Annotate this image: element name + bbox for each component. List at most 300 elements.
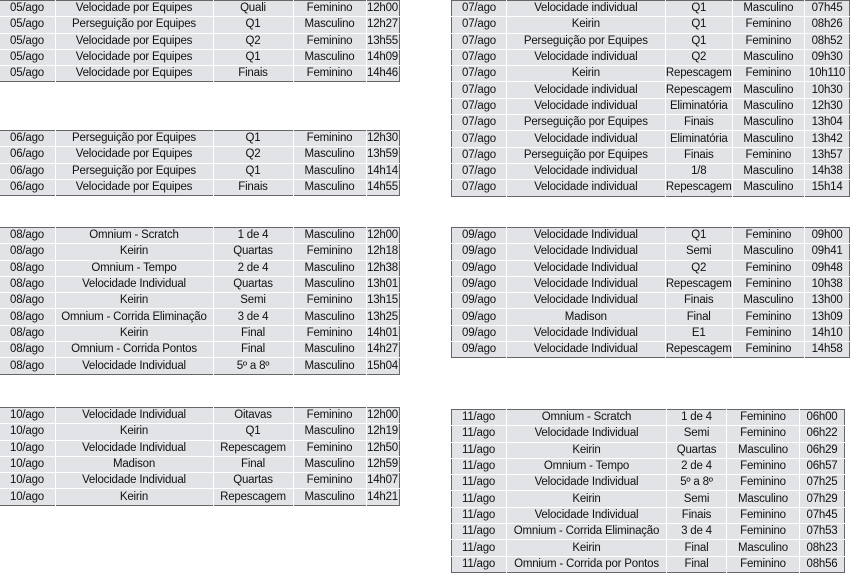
time-cell: 12h00 bbox=[366, 1, 399, 17]
gender-cell: Masculino bbox=[727, 442, 800, 458]
event-cell: Velocidade Individual bbox=[506, 244, 665, 260]
table-row bbox=[0, 325, 399, 341]
time-cell: 14h14 bbox=[366, 163, 399, 179]
gender-cell: Feminino bbox=[293, 1, 366, 17]
table-row bbox=[452, 66, 850, 82]
date-cell: 08/ago bbox=[0, 358, 55, 374]
time-cell: 13h04 bbox=[805, 115, 850, 131]
date-cell: 06/ago bbox=[0, 131, 55, 147]
gender-cell: Feminino bbox=[727, 507, 800, 523]
time-cell: 12h00 bbox=[366, 408, 399, 424]
phase-cell: Repescagem bbox=[665, 276, 732, 292]
event-cell: Omnium - Corrida Eliminação bbox=[55, 309, 213, 325]
time-cell: 07h25 bbox=[800, 475, 845, 491]
schedule-block-07-ago bbox=[451, 0, 850, 197]
gender-cell: Masculino bbox=[732, 163, 804, 179]
event-cell: Perseguição por Equipes bbox=[55, 17, 213, 33]
table-row bbox=[452, 276, 850, 292]
event-cell: Velocidade por Equipes bbox=[55, 49, 213, 65]
time-cell: 13h00 bbox=[805, 293, 850, 309]
gender-cell: Feminino bbox=[293, 244, 366, 260]
date-cell: 09/ago bbox=[452, 276, 507, 292]
event-cell: Omnium - Corrida Eliminação bbox=[507, 524, 667, 540]
gender-cell: Feminino bbox=[727, 524, 800, 540]
table-row bbox=[452, 293, 850, 309]
time-cell: 14h10 bbox=[805, 325, 850, 341]
schedule-block-05-ago bbox=[0, 0, 400, 82]
event-cell: Perseguição por Equipes bbox=[506, 147, 665, 163]
phase-cell: 2 de 4 bbox=[213, 260, 293, 276]
time-cell: 14h55 bbox=[366, 179, 399, 195]
event-cell: Velocidade individual bbox=[506, 180, 665, 196]
time-cell: 13h42 bbox=[805, 131, 850, 147]
table-row bbox=[0, 489, 399, 505]
table-row bbox=[452, 325, 850, 341]
gender-cell: Feminino bbox=[732, 342, 805, 358]
phase-cell: Finais bbox=[213, 66, 293, 82]
time-cell: 12h30 bbox=[366, 131, 399, 147]
event-cell: Omnium - Tempo bbox=[507, 458, 667, 474]
date-cell: 09/ago bbox=[452, 228, 507, 244]
date-cell: 06/ago bbox=[0, 163, 55, 179]
event-cell: Velocidade por Equipes bbox=[55, 66, 213, 82]
date-cell: 10/ago bbox=[0, 489, 55, 505]
table-row bbox=[0, 244, 399, 260]
table-row bbox=[452, 115, 850, 131]
gender-cell: Masculino bbox=[293, 342, 366, 358]
table-row bbox=[452, 82, 850, 98]
table-row bbox=[0, 260, 399, 276]
time-cell: 07h45 bbox=[800, 507, 845, 523]
phase-cell: Q2 bbox=[213, 147, 293, 163]
date-cell: 08/ago bbox=[0, 293, 55, 309]
date-cell: 09/ago bbox=[452, 342, 507, 358]
date-cell: 07/ago bbox=[452, 17, 507, 33]
table-row bbox=[0, 408, 399, 424]
table-row bbox=[452, 17, 850, 33]
event-cell: Velocidade Individual bbox=[55, 408, 213, 424]
time-cell: 14h21 bbox=[366, 489, 399, 505]
gender-cell: Feminino bbox=[293, 66, 366, 82]
date-cell: 11/ago bbox=[452, 426, 507, 442]
event-cell: Keirin bbox=[55, 325, 213, 341]
time-cell: 08h23 bbox=[800, 540, 845, 556]
table-row bbox=[452, 540, 845, 556]
table-row bbox=[452, 475, 845, 491]
gender-cell: Feminino bbox=[732, 66, 804, 82]
phase-cell: Final bbox=[213, 342, 293, 358]
gender-cell: Masculino bbox=[732, 293, 805, 309]
date-cell: 07/ago bbox=[452, 98, 507, 114]
phase-cell: Eliminatória bbox=[665, 98, 732, 114]
table-row bbox=[0, 440, 399, 456]
gender-cell: Feminino bbox=[732, 325, 805, 341]
gender-cell: Masculino bbox=[732, 115, 804, 131]
event-cell: Omnium - Tempo bbox=[55, 260, 213, 276]
table-row bbox=[0, 66, 399, 82]
table-row bbox=[452, 228, 850, 244]
table-row bbox=[452, 1, 850, 17]
event-cell: Velocidade individual bbox=[506, 82, 665, 98]
schedule-block-11-ago bbox=[451, 409, 845, 573]
date-cell: 07/ago bbox=[452, 180, 507, 196]
date-cell: 11/ago bbox=[452, 475, 507, 491]
phase-cell: Repescagem bbox=[213, 489, 293, 505]
gender-cell: Masculino bbox=[293, 147, 366, 163]
time-cell: 07h45 bbox=[805, 1, 850, 17]
gender-cell: Feminino bbox=[293, 473, 366, 489]
table-row bbox=[0, 147, 399, 163]
schedule-block-10-ago bbox=[0, 407, 400, 506]
time-cell: 08h26 bbox=[805, 17, 850, 33]
date-cell: 10/ago bbox=[0, 408, 55, 424]
time-cell: 10h110 bbox=[805, 66, 850, 82]
gender-cell: Feminino bbox=[293, 33, 366, 49]
phase-cell: Q1 bbox=[665, 33, 732, 49]
date-cell: 07/ago bbox=[452, 163, 507, 179]
date-cell: 05/ago bbox=[0, 33, 55, 49]
event-cell: Omnium - Corrida Pontos bbox=[55, 342, 213, 358]
gender-cell: Feminino bbox=[732, 17, 804, 33]
event-cell: Velocidade Individual bbox=[506, 325, 665, 341]
phase-cell: 2 de 4 bbox=[667, 458, 727, 474]
table-row bbox=[452, 410, 845, 426]
event-cell: Keirin bbox=[55, 244, 213, 260]
table-row bbox=[452, 507, 845, 523]
phase-cell: Q1 bbox=[213, 17, 293, 33]
date-cell: 08/ago bbox=[0, 260, 55, 276]
table-row bbox=[452, 426, 845, 442]
date-cell: 07/ago bbox=[452, 1, 507, 17]
table-row bbox=[0, 309, 399, 325]
time-cell: 12h59 bbox=[366, 456, 399, 472]
event-cell: Keirin bbox=[507, 442, 667, 458]
phase-cell: Quartas bbox=[213, 276, 293, 292]
phase-cell: Q2 bbox=[665, 260, 732, 276]
date-cell: 07/ago bbox=[452, 115, 507, 131]
table-row bbox=[0, 163, 399, 179]
event-cell: Velocidade individual bbox=[506, 1, 665, 17]
event-cell: Omnium - Corrida por Pontos bbox=[507, 556, 667, 572]
event-cell: Omnium - Scratch bbox=[55, 228, 213, 244]
gender-cell: Feminino bbox=[727, 475, 800, 491]
phase-cell: Repescagem bbox=[665, 180, 732, 196]
time-cell: 14h46 bbox=[366, 66, 399, 82]
phase-cell: 5º a 8º bbox=[213, 358, 293, 374]
phase-cell: Q1 bbox=[665, 1, 732, 17]
date-cell: 08/ago bbox=[0, 325, 55, 341]
gender-cell: Masculino bbox=[732, 1, 804, 17]
phase-cell: Quartas bbox=[213, 473, 293, 489]
gender-cell: Feminino bbox=[293, 408, 366, 424]
time-cell: 10h38 bbox=[805, 276, 850, 292]
time-cell: 13h15 bbox=[366, 293, 399, 309]
table-row bbox=[0, 473, 399, 489]
table-row bbox=[0, 17, 399, 33]
event-cell: Perseguição por Equipes bbox=[55, 131, 213, 147]
time-cell: 06h00 bbox=[800, 410, 845, 426]
gender-cell: Feminino bbox=[727, 410, 800, 426]
date-cell: 11/ago bbox=[452, 540, 507, 556]
event-cell: Velocidade por Equipes bbox=[55, 1, 213, 17]
date-cell: 07/ago bbox=[452, 66, 507, 82]
time-cell: 08h56 bbox=[800, 556, 845, 572]
time-cell: 12h00 bbox=[366, 228, 399, 244]
table-row bbox=[452, 163, 850, 179]
gender-cell: Masculino bbox=[293, 276, 366, 292]
phase-cell: Semi bbox=[667, 426, 727, 442]
time-cell: 14h07 bbox=[366, 473, 399, 489]
date-cell: 07/ago bbox=[452, 131, 507, 147]
time-cell: 14h38 bbox=[805, 163, 850, 179]
event-cell: Velocidade Individual bbox=[55, 440, 213, 456]
event-cell: Velocidade Individual bbox=[507, 507, 667, 523]
event-cell: Keirin bbox=[55, 489, 213, 505]
gender-cell: Feminino bbox=[732, 260, 805, 276]
phase-cell: Oitavas bbox=[213, 408, 293, 424]
phase-cell: 1 de 4 bbox=[667, 410, 727, 426]
date-cell: 06/ago bbox=[0, 179, 55, 195]
event-cell: Velocidade Individual bbox=[506, 293, 665, 309]
event-cell: Velocidade por Equipes bbox=[55, 33, 213, 49]
date-cell: 11/ago bbox=[452, 524, 507, 540]
date-cell: 06/ago bbox=[0, 147, 55, 163]
gender-cell: Feminino bbox=[732, 309, 805, 325]
time-cell: 09h41 bbox=[805, 244, 850, 260]
event-cell: Omnium - Scratch bbox=[507, 410, 667, 426]
date-cell: 09/ago bbox=[452, 309, 507, 325]
event-cell: Perseguição por Equipes bbox=[506, 115, 665, 131]
date-cell: 07/ago bbox=[452, 33, 507, 49]
date-cell: 07/ago bbox=[452, 147, 507, 163]
phase-cell: Repescagem bbox=[213, 440, 293, 456]
date-cell: 05/ago bbox=[0, 17, 55, 33]
gender-cell: Masculino bbox=[727, 540, 800, 556]
phase-cell: Repescagem bbox=[665, 82, 732, 98]
phase-cell: Finais bbox=[667, 507, 727, 523]
time-cell: 12h38 bbox=[366, 260, 399, 276]
table-row bbox=[452, 33, 850, 49]
phase-cell: Repescagem bbox=[665, 342, 732, 358]
date-cell: 10/ago bbox=[0, 424, 55, 440]
date-cell: 11/ago bbox=[452, 442, 507, 458]
phase-cell: Quali bbox=[213, 1, 293, 17]
table-row bbox=[452, 180, 850, 196]
phase-cell: Final bbox=[667, 540, 727, 556]
table-row bbox=[0, 49, 399, 65]
phase-cell: Semi bbox=[665, 244, 732, 260]
time-cell: 09h48 bbox=[805, 260, 850, 276]
date-cell: 09/ago bbox=[452, 293, 507, 309]
phase-cell: Final bbox=[665, 309, 732, 325]
gender-cell: Masculino bbox=[293, 456, 366, 472]
date-cell: 07/ago bbox=[452, 49, 507, 65]
phase-cell: Q2 bbox=[665, 49, 732, 65]
gender-cell: Feminino bbox=[727, 458, 800, 474]
date-cell: 10/ago bbox=[0, 473, 55, 489]
time-cell: 09h00 bbox=[805, 228, 850, 244]
event-cell: Keirin bbox=[506, 66, 665, 82]
phase-cell: Q1 bbox=[213, 424, 293, 440]
phase-cell: Q1 bbox=[213, 131, 293, 147]
phase-cell: Final bbox=[667, 556, 727, 572]
phase-cell: Q1 bbox=[213, 163, 293, 179]
gender-cell: Masculino bbox=[732, 49, 804, 65]
time-cell: 08h52 bbox=[805, 33, 850, 49]
gender-cell: Feminino bbox=[293, 440, 366, 456]
table-row bbox=[452, 147, 850, 163]
table-row bbox=[0, 33, 399, 49]
table-row bbox=[452, 524, 845, 540]
event-cell: Keirin bbox=[506, 17, 665, 33]
date-cell: 09/ago bbox=[452, 244, 507, 260]
phase-cell: 3 de 4 bbox=[213, 309, 293, 325]
phase-cell: Q1 bbox=[665, 17, 732, 33]
gender-cell: Masculino bbox=[293, 179, 366, 195]
gender-cell: Masculino bbox=[293, 424, 366, 440]
table-row bbox=[0, 424, 399, 440]
time-cell: 12h27 bbox=[366, 17, 399, 33]
date-cell: 09/ago bbox=[452, 260, 507, 276]
table-row bbox=[0, 179, 399, 195]
phase-cell: 1 de 4 bbox=[213, 228, 293, 244]
event-cell: Perseguição por Equipes bbox=[55, 163, 213, 179]
phase-cell: E1 bbox=[665, 325, 732, 341]
date-cell: 11/ago bbox=[452, 491, 507, 507]
event-cell: Keirin bbox=[55, 424, 213, 440]
gender-cell: Masculino bbox=[727, 491, 800, 507]
event-cell: Velocidade Individual bbox=[506, 260, 665, 276]
table-row bbox=[452, 244, 850, 260]
phase-cell: Q1 bbox=[213, 49, 293, 65]
date-cell: 08/ago bbox=[0, 276, 55, 292]
gender-cell: Feminino bbox=[727, 556, 800, 572]
event-cell: Velocidade individual bbox=[506, 163, 665, 179]
table-row bbox=[0, 293, 399, 309]
gender-cell: Feminino bbox=[293, 325, 366, 341]
table-row bbox=[452, 98, 850, 114]
event-cell: Velocidade Individual bbox=[55, 276, 213, 292]
date-cell: 07/ago bbox=[452, 82, 507, 98]
time-cell: 12h18 bbox=[366, 244, 399, 260]
time-cell: 12h50 bbox=[366, 440, 399, 456]
gender-cell: Feminino bbox=[732, 33, 804, 49]
event-cell: Velocidade Individual bbox=[507, 426, 667, 442]
table-row bbox=[452, 131, 850, 147]
gender-cell: Feminino bbox=[293, 131, 366, 147]
table-row bbox=[452, 556, 845, 572]
gender-cell: Masculino bbox=[732, 244, 805, 260]
event-cell: Velocidade Individual bbox=[507, 475, 667, 491]
date-cell: 08/ago bbox=[0, 228, 55, 244]
time-cell: 14h09 bbox=[366, 49, 399, 65]
event-cell: Keirin bbox=[507, 491, 667, 507]
time-cell: 15h14 bbox=[805, 180, 850, 196]
phase-cell: Semi bbox=[213, 293, 293, 309]
time-cell: 07h53 bbox=[800, 524, 845, 540]
phase-cell: 5º a 8º bbox=[667, 475, 727, 491]
date-cell: 10/ago bbox=[0, 456, 55, 472]
table-row bbox=[0, 228, 399, 244]
time-cell: 13h55 bbox=[366, 33, 399, 49]
phase-cell: Quartas bbox=[667, 442, 727, 458]
event-cell: Velocidade individual bbox=[506, 49, 665, 65]
phase-cell: Repescagem bbox=[665, 66, 732, 82]
gender-cell: Masculino bbox=[732, 131, 804, 147]
table-row bbox=[452, 342, 850, 358]
date-cell: 08/ago bbox=[0, 309, 55, 325]
event-cell: Velocidade individual bbox=[506, 98, 665, 114]
table-row bbox=[0, 358, 399, 374]
time-cell: 13h01 bbox=[366, 276, 399, 292]
gender-cell: Masculino bbox=[293, 260, 366, 276]
date-cell: 08/ago bbox=[0, 342, 55, 358]
time-cell: 12h30 bbox=[805, 98, 850, 114]
gender-cell: Feminino bbox=[732, 228, 805, 244]
schedule-block-06-ago bbox=[0, 130, 400, 196]
date-cell: 05/ago bbox=[0, 49, 55, 65]
gender-cell: Masculino bbox=[293, 49, 366, 65]
schedule-block-08-ago bbox=[0, 227, 400, 375]
table-row bbox=[452, 442, 845, 458]
gender-cell: Masculino bbox=[732, 82, 804, 98]
gender-cell: Masculino bbox=[732, 180, 804, 196]
phase-cell: Final bbox=[213, 456, 293, 472]
gender-cell: Masculino bbox=[732, 98, 804, 114]
table-row bbox=[0, 276, 399, 292]
phase-cell: Finais bbox=[665, 293, 732, 309]
time-cell: 13h57 bbox=[805, 147, 850, 163]
time-cell: 09h30 bbox=[805, 49, 850, 65]
gender-cell: Feminino bbox=[732, 276, 805, 292]
event-cell: Velocidade Individual bbox=[506, 228, 665, 244]
time-cell: 15h04 bbox=[366, 358, 399, 374]
date-cell: 09/ago bbox=[452, 325, 507, 341]
table-row bbox=[0, 456, 399, 472]
event-cell: Velocidade individual bbox=[506, 131, 665, 147]
time-cell: 06h29 bbox=[800, 442, 845, 458]
time-cell: 13h25 bbox=[366, 309, 399, 325]
phase-cell: Finais bbox=[213, 179, 293, 195]
gender-cell: Masculino bbox=[293, 489, 366, 505]
date-cell: 11/ago bbox=[452, 458, 507, 474]
phase-cell: Finais bbox=[665, 147, 732, 163]
gender-cell: Masculino bbox=[293, 309, 366, 325]
time-cell: 06h22 bbox=[800, 426, 845, 442]
phase-cell: 1/8 bbox=[665, 163, 732, 179]
gender-cell: Masculino bbox=[293, 358, 366, 374]
time-cell: 10h30 bbox=[805, 82, 850, 98]
event-cell: Velocidade Individual bbox=[55, 473, 213, 489]
time-cell: 12h19 bbox=[366, 424, 399, 440]
event-cell: Perseguição por Equipes bbox=[506, 33, 665, 49]
date-cell: 08/ago bbox=[0, 244, 55, 260]
date-cell: 11/ago bbox=[452, 556, 507, 572]
gender-cell: Masculino bbox=[293, 17, 366, 33]
event-cell: Velocidade Individual bbox=[55, 358, 213, 374]
time-cell: 13h09 bbox=[805, 309, 850, 325]
date-cell: 05/ago bbox=[0, 66, 55, 82]
table-row bbox=[452, 491, 845, 507]
gender-cell: Feminino bbox=[732, 147, 804, 163]
gender-cell: Masculino bbox=[293, 228, 366, 244]
time-cell: 07h29 bbox=[800, 491, 845, 507]
time-cell: 14h58 bbox=[805, 342, 850, 358]
phase-cell: Q1 bbox=[665, 228, 732, 244]
event-cell: Keirin bbox=[507, 540, 667, 556]
event-cell: Velocidade por Equipes bbox=[55, 147, 213, 163]
table-row bbox=[452, 309, 850, 325]
